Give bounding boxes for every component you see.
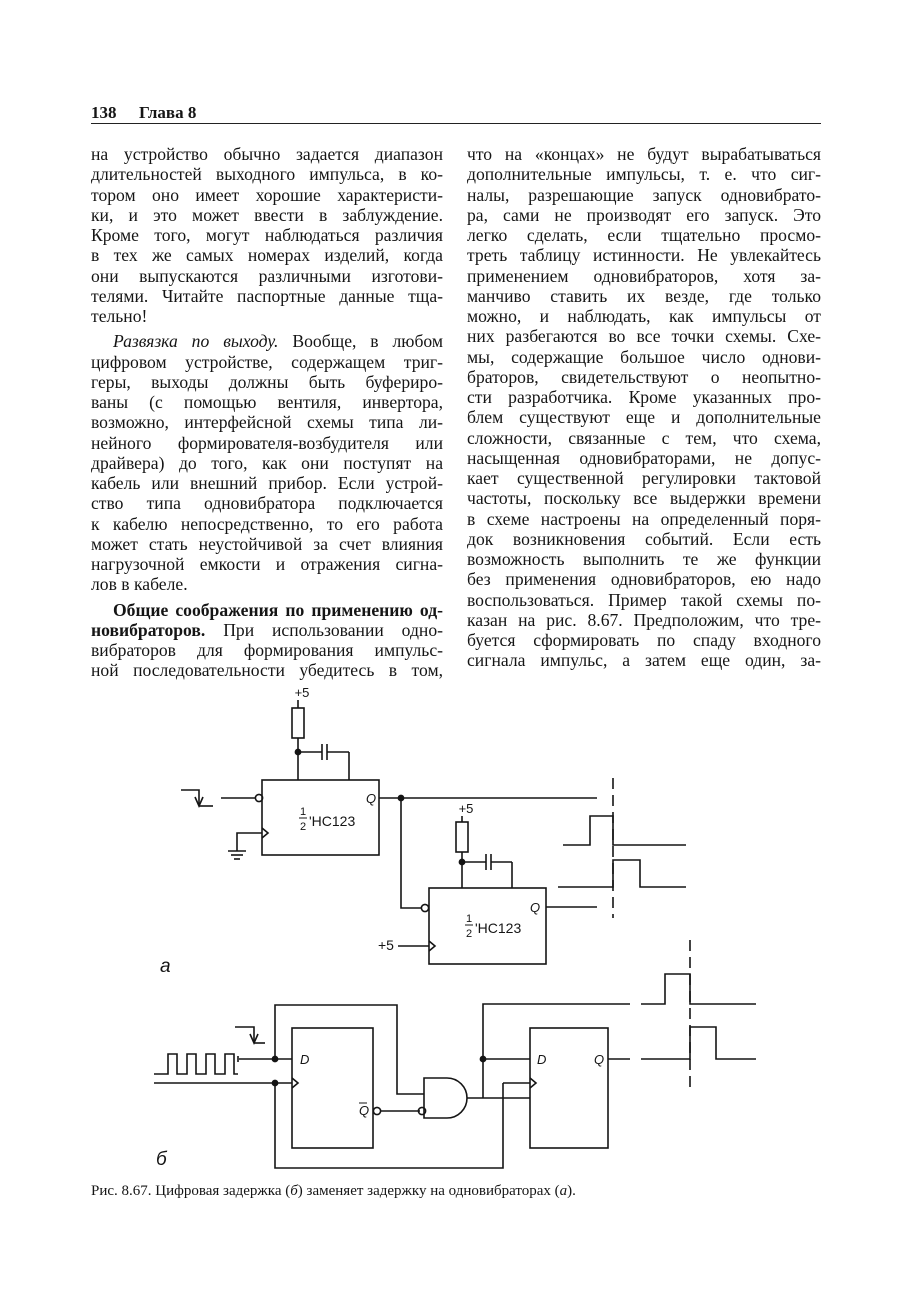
text-line: к кабелю непосредственно, то его работа [91,513,443,534]
text-line: новибраторов. При использовании одно- [91,619,443,640]
text-line: тельно! [91,306,148,326]
text-line: что на «концах» не будут вырабатываться [467,144,821,164]
caption-ref-b: б [290,1183,298,1199]
and-gate [424,1078,467,1118]
panel-label-b: б [156,1149,167,1170]
text-line: вибраторов для формирования импульс- [91,640,443,660]
text-line: сложности, связанные с тем, что схема, [467,427,821,448]
text-line: дополнительные импульсы, т. е. что сиг- [467,164,821,185]
chip-1-frac-num: 1 [299,806,307,818]
flip-flop-2 [530,1028,608,1148]
text-line: может стать неустойчивой за счет влияния [91,533,443,554]
text-line: лов в кабеле. [91,574,188,595]
chip-2-frac-den: 2 [465,928,473,940]
text-line: на устройство обычно задается диапазон [91,144,443,164]
text-line: нейного формирователя-возбудителя или [91,432,443,453]
text-line: легко сделать, если тщательно просмо- [467,225,821,245]
clock-waveform [154,1054,238,1074]
text-line: возможно, интерфейсной схемы типа ли- [91,412,443,433]
text-line: тором оно имеет хорошие характеристи- [91,184,443,205]
figure-caption: Рис. 8.67. Цифровая задержка (б) заменяет задержку на одновибраторах (а). [91,1183,576,1199]
text-line: сти разработчика. Кроме указанных про- [467,387,821,407]
chip-2-q-label: Q [530,900,541,915]
text-line: ной последовательности убедитесь в том, [91,660,443,681]
panel-b-circuit [154,940,756,1170]
text-line: манчиво ставить их везде, где только [467,285,821,306]
paragraph-1 [91,144,443,326]
panel-label-a: а [160,956,171,977]
chapter-title: Глава 8 [139,103,197,122]
waveform-b-1 [641,974,756,1004]
text-line: геры, выходы должны быть буфериро- [91,371,443,392]
text-line: воспользоваться. Пример такой схемы по- [467,589,821,610]
text-line: буется сформировать по спаду входного [467,630,821,650]
resistor-2 [456,822,468,852]
paragraph-2 [91,331,443,594]
flip-flop-1 [292,1028,373,1148]
text-line: ство типа одновибратора подключается [91,493,443,514]
ff1-qbar-label: Q [359,1103,370,1118]
text-line: в тех же самых номерах изделий, когда [91,245,443,266]
waveform-b-2 [641,1027,756,1059]
chip-1-q-label: Q [366,791,377,806]
text-line: налы, разрешающие запуск одновибрато- [467,184,821,205]
text-line: треть таблицу истинности. Не увлекайтесь [467,245,821,266]
text-line: казан на рис. 8.67. Предположим, что тре- [467,609,821,630]
text-line: нагрузочной емкости и отражения сигна- [91,554,443,574]
section-heading: Общие соображения по применению од- [113,599,443,620]
text-line: драйвера) до того, как они поступят на [91,452,443,473]
text-line: в схеме настроены на определенный поря- [467,508,821,529]
caption-ref-a: а [559,1183,568,1199]
text-line: ваны (с помощью вентиля, инвертора, [91,392,443,412]
text-line: блем существуют еще и дополнительные [467,407,821,428]
falling-edge-symbol [181,790,199,804]
text-line: они выпускаются различными изготови- [91,265,443,286]
text-line: ра, сами не производят его запуск. Это [467,204,821,225]
waveform-a-2 [558,860,686,887]
text-line: ки, и это может ввести в заблуждение. [91,204,443,225]
ff2-d-label: D [537,1052,547,1067]
text-line: насыщенная одновибраторами, не допус- [467,447,821,468]
text-line: док возникновения событий. Если есть [467,528,821,549]
run-in-heading: Развязка по выходу. [113,331,279,352]
panel-a-circuit [160,685,686,977]
text-line: применением одновибраторов, хотя за- [467,265,821,286]
text-line: них разбегаются во все точки схемы. Схе- [467,326,821,347]
falling-edge-symbol-b [235,1027,254,1041]
chip-2-name: 'HC123 [475,920,522,936]
text-line: возможность выполнить те же функции [467,549,821,569]
ff2-q-label: Q [594,1052,605,1067]
right-column [467,144,821,671]
text-line: длительностей выходного импульса, в ко- [91,164,443,185]
text-line: сигнала импульс, а затем еще один, за- [467,650,821,671]
chip-2-frac-num: 1 [465,913,473,925]
chip-1-frac-den: 2 [299,821,307,833]
text-line: цифровом устройстве, содержащем триг- [91,351,443,372]
ff1-d-label: D [300,1052,310,1067]
text-line: телями. Читайте паспортные данные тща- [91,285,443,306]
paragraph-3 [91,600,443,681]
running-header [91,101,821,124]
supply-label-2: +5 [458,801,474,816]
text-line: частоты, поскольку все выдержки времени [467,488,821,509]
waveform-a-1 [563,816,686,845]
text-line: кабель или внешний прибор. Если устрой- [91,473,443,493]
chip-1-name: 'HC123 [309,813,356,829]
plus5-input-label: +5 [378,937,394,953]
text-line: мы, содержащие большое число однови- [467,346,821,367]
text-line: Развязка по выходу. Вообще, в любом [113,331,443,352]
resistor-1 [292,708,304,738]
text-line: кает существенной регулировки тактовой [467,468,821,488]
text-line: Кроме того, могут наблюдаться различия [91,225,443,245]
supply-label-1: +5 [294,685,310,700]
text-line: браторов, свидетельствуют о неопытно- [467,366,821,387]
left-column [91,144,443,681]
page-number: 138 [91,103,117,122]
text-line: без применения одновибраторов, ею надо [467,569,821,590]
text-line: можно, и наблюдать, как импульсы от [467,306,821,326]
figure-8-67 [0,680,912,1180]
